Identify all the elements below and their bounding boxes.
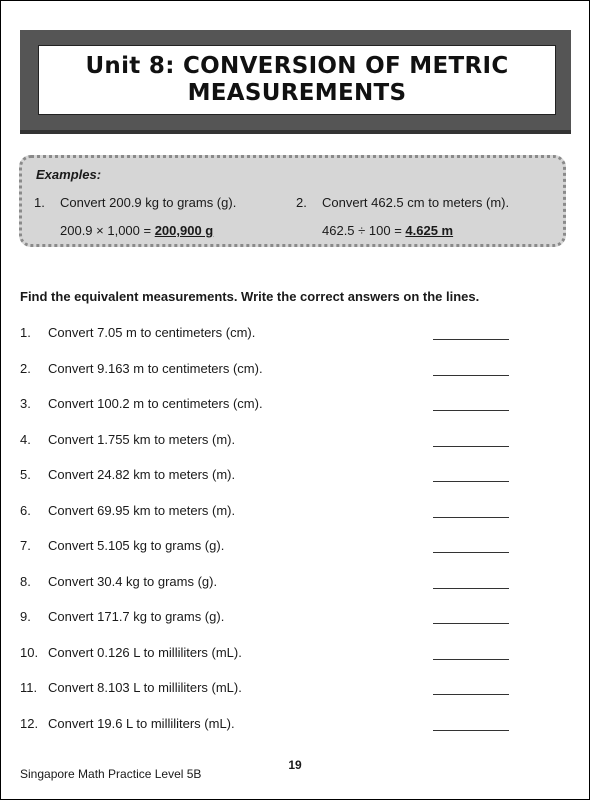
problem-item (20, 645, 520, 663)
answer-line[interactable] (433, 659, 509, 660)
problem-item (20, 432, 520, 450)
answer-line[interactable] (433, 410, 509, 411)
problem-item (20, 325, 520, 343)
answer-line[interactable] (433, 588, 509, 589)
book-title: Singapore Math Practice Level 5B (20, 767, 202, 781)
problem-text: Convert 19.6 L to milliliters (mL). (48, 716, 235, 731)
problem-text: Convert 9.163 m to centimeters (cm). (48, 361, 263, 376)
problem-number: 6. (20, 503, 31, 518)
problem-number: 10. (20, 645, 39, 660)
answer-line[interactable] (433, 552, 509, 553)
example-1-work (60, 223, 213, 238)
page-number: 19 (288, 758, 302, 772)
answer-line[interactable] (433, 517, 509, 518)
answer-line[interactable] (433, 623, 509, 624)
problem-number: 8. (20, 574, 31, 589)
example-2-answer: 4.625 m (405, 223, 454, 238)
problem-item (20, 396, 520, 414)
example-1-answer: 200,900 g (154, 223, 214, 238)
problem-text: Convert 171.7 kg to grams (g). (48, 609, 225, 624)
problem-text: Convert 8.103 L to milliliters (mL). (48, 680, 242, 695)
problem-item (20, 503, 520, 521)
example-2-equation: 462.5 ÷ 100 = (322, 223, 406, 238)
problem-text: Convert 1.755 km to meters (m). (48, 432, 236, 447)
instructions: Find the equivalent measurements. Write the correct answers on the lines. (20, 289, 480, 304)
problem-item (20, 538, 520, 556)
problem-number: 12. (20, 716, 39, 731)
answer-line[interactable] (433, 375, 509, 376)
answer-line[interactable] (433, 730, 509, 731)
example-2-number: 2. (296, 195, 307, 210)
answer-line[interactable] (433, 446, 509, 447)
problem-text: Convert 30.4 kg to grams (g). (48, 574, 218, 589)
example-1-prompt: Convert 200.9 kg to grams (g). (60, 195, 237, 210)
problem-number: 4. (20, 432, 31, 447)
problem-number: 9. (20, 609, 31, 624)
problem-number: 7. (20, 538, 31, 553)
problem-text: Convert 7.05 m to centimeters (cm). (48, 325, 256, 340)
unit-title-line-2: MEASUREMENTS (187, 80, 407, 106)
problem-number: 11. (20, 680, 38, 695)
answer-line[interactable] (433, 481, 509, 482)
examples-box (19, 155, 566, 247)
title-banner-underline (20, 130, 571, 134)
problem-item (20, 467, 520, 485)
problem-item (20, 609, 520, 627)
problem-text: Convert 69.95 km to meters (m). (48, 503, 236, 518)
problem-text: Convert 100.2 m to centimeters (cm). (48, 396, 263, 411)
problem-item (20, 574, 520, 592)
problem-number: 1. (20, 325, 31, 340)
unit-title-line-1: Unit 8: CONVERSION OF METRIC (85, 53, 509, 79)
problem-text: Convert 0.126 L to milliliters (mL). (48, 645, 242, 660)
answer-line[interactable] (433, 339, 509, 340)
problem-item (20, 716, 520, 734)
title-box (38, 45, 556, 115)
example-1-equation: 200.9 × 1,000 = (60, 223, 155, 238)
problem-number: 2. (20, 361, 31, 376)
problem-text: Convert 5.105 kg to grams (g). (48, 538, 225, 553)
problem-number: 5. (20, 467, 31, 482)
examples-heading: Examples: (36, 167, 102, 182)
answer-line[interactable] (433, 694, 509, 695)
example-2-work (322, 223, 453, 238)
problem-text: Convert 24.82 km to meters (m). (48, 467, 236, 482)
example-1-number: 1. (34, 195, 45, 210)
example-2-prompt: Convert 462.5 cm to meters (m). (322, 195, 510, 210)
problem-item (20, 361, 520, 379)
problem-item (20, 680, 520, 698)
problem-number: 3. (20, 396, 31, 411)
